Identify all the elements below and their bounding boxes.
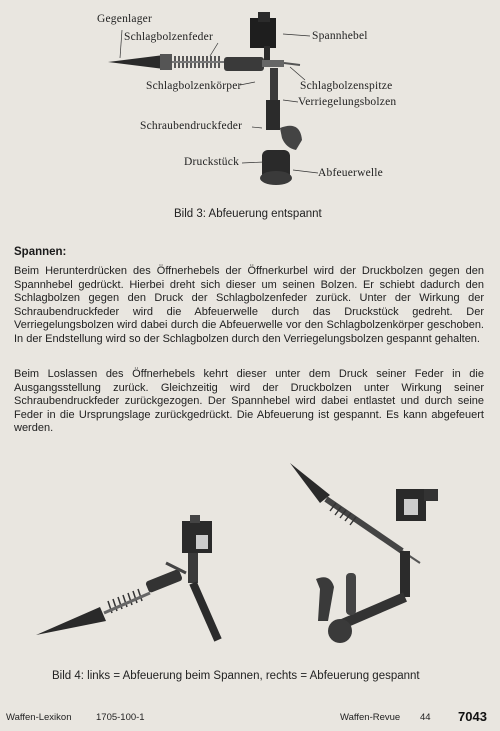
figure-2-caption: Bild 4: links = Abfeuerung beim Spannen, rechts = Abfeuerung gespannt: [52, 670, 420, 682]
bolt-tip-line: [284, 63, 300, 65]
figure-1: [0, 0, 500, 220]
bolt-body-shape: [224, 57, 264, 71]
shaft-spring-housing: [266, 100, 280, 130]
paragraph-1: Beim Herunterdrücken des Öffnerhebels der Öffnerkurbel wird der Druckbolzen gegen den Spannhebel gedrückt. Hierbei dreht sich dieser um seinen Bolzen. Er schiebt dadurch den Schlagbolzen gegen den Druck der Schlagbolzenfeder zurück. Unter der Wirkung der Schraubendruckfeder wird die Abfeuerwelle durch das Druckstück gedreht. Der Verriegelungsbolzen wird dabei durch die Abfeuerwelle vor den Schlagbolzenkörper geschoben. In der Endstellung wird so der Schlagbolzen durch den Verriegelungsbolzen gespannt gehalten.: [14, 265, 484, 345]
paragraph-2: Beim Loslassen des Öffnerhebels kehrt dieser unter dem Druck seiner Feder in die Ausgangsstellung zurück. Gleichzeitig wird der Druckbolzen unter Wirkung seiner Schraubendruckfeder zurückgezogen. Der Spannhebel wird dabei entlastet und durch seine Feder in die Ursprungslage zurückgedrückt. Die Abfeuerung ist gespannt. Es kann abgefeuert werden.: [14, 368, 484, 435]
right-mechanism: [290, 463, 438, 643]
label-schraubendruckfeder: Schraubendruckfeder: [140, 120, 243, 132]
footer-left: Waffen-Lexikon: [6, 712, 72, 723]
base-foot: [260, 171, 292, 185]
figure-2-photo: [0, 455, 500, 665]
leader-lines: [120, 30, 318, 173]
figure-1-photo: [0, 0, 500, 200]
cone-base: [160, 54, 172, 70]
label-gegenlager: Gegenlager: [97, 13, 152, 25]
lever-cap: [258, 12, 270, 22]
footer-magazine: Waffen-Revue: [340, 712, 401, 723]
footer-code: 1705-100-1: [96, 712, 145, 723]
footer-page-number: 7043: [458, 709, 487, 724]
arm-shape: [280, 126, 302, 150]
label-verriegelungsbolzen: Verriegelungsbolzen: [298, 96, 397, 108]
label-abfeuerwelle: Abfeuerwelle: [318, 167, 383, 179]
footer-issue: 44: [420, 712, 431, 723]
label-schlagbolzenkoerper: Schlagbolzenkörper: [146, 80, 242, 92]
label-spannhebel: Spannhebel: [312, 30, 368, 42]
bolt-pin-shape: [262, 60, 284, 67]
figure-1-caption: Bild 3: Abfeuerung entspannt: [174, 208, 322, 220]
label-druckstueck: Druckstück: [184, 156, 240, 168]
figure-2: [0, 455, 500, 682]
left-mechanism: [36, 515, 218, 640]
lever-block-shape: [250, 18, 276, 48]
label-schlagbolzenfeder: Schlagbolzenfeder: [124, 31, 213, 43]
section-heading: Spannen:: [14, 246, 67, 258]
label-schlagbolzenspitze: Schlagbolzenspitze: [300, 80, 393, 92]
lever-stem: [264, 46, 270, 60]
